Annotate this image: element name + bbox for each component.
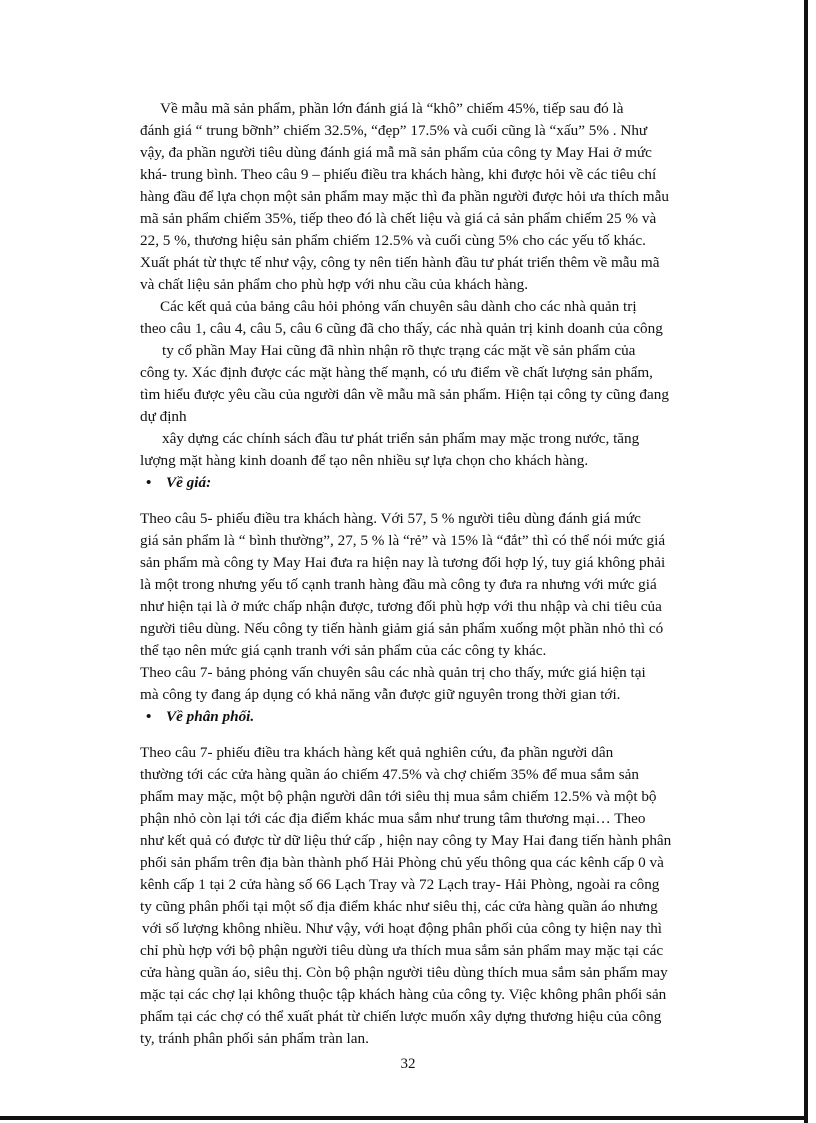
text-line: công ty. Xác định được các mặt hàng thế mạnh, có ưu điểm về chất lượng sản phẩm, xyxy=(140,364,653,381)
text-line: vậy, đa phần người tiêu dùng đánh giá mẫ mã sản phẩm của công ty May Hai ở mức xyxy=(140,144,652,161)
document-body xyxy=(140,98,720,1050)
page-number: 32 xyxy=(400,1056,416,1072)
text-line: ty cũng phân phối tại một số địa điểm khác như siêu thị, các cửa hàng quần áo nhưng xyxy=(140,898,658,915)
section-heading-distribution xyxy=(140,706,720,728)
paragraph-interview-results xyxy=(140,296,720,472)
text-line: dự định xyxy=(140,408,187,425)
text-line: giá sản phẩm là “ bình thường”, 27, 5 % là “rẻ” và 15% là “đắt” thì có thể nói mức giá xyxy=(140,532,666,549)
text-line: Theo câu 7- bảng phỏng vấn chuyên sâu các nhà quản trị cho thấy, mức giá hiện tại xyxy=(140,664,646,681)
text-line: Theo câu 7- phiếu điều tra khách hàng kết quả nghiên cứu, đa phần người dân xyxy=(140,744,614,761)
text-line: theo câu 1, câu 4, câu 5, câu 6 cũng đã cho thấy, các nhà quản trị kinh doanh của công xyxy=(140,320,663,337)
text-line: hàng đầu để lựa chọn một sản phẩm may mặc thì đa phần người được hỏi ưa thích mẫu xyxy=(140,188,669,205)
text-line: tìm hiểu được yêu cầu của người dân về mẫu mã sản phẩm. Hiện tại công ty cũng đang xyxy=(140,386,669,403)
text-line: chỉ phù hợp với bộ phận người tiêu dùng ưa thích mua sắm sản phẩm may mặc tại các xyxy=(140,942,664,959)
text-line: kênh cấp 1 tại 2 cửa hàng số 66 Lạch Tray và 72 Lạch tray- Hải Phòng, ngoài ra công xyxy=(140,876,660,893)
text-line: 22, 5 %, thương hiệu sản phẩm chiếm 12.5% và cuối cùng 5% cho các yếu tố khác. xyxy=(140,232,646,249)
paragraph-price-interview xyxy=(140,662,720,706)
text-line: như kết quả có được từ dữ liệu thứ cấp , hiện nay công ty May Hai đang tiến hành phân xyxy=(140,832,672,849)
text-line: khá- trung bình. Theo câu 9 – phiếu điều tra khách hàng, khi được hỏi về các tiêu chí xyxy=(140,166,657,183)
text-line: như hiện tại là ở mức chấp nhận được, tương đối phù hợp với thu nhập và chi tiêu của xyxy=(140,598,662,615)
text-line: thường tới các cửa hàng quần áo chiếm 47.5% và chợ chiếm 35% để mua sắm sản xyxy=(140,766,639,783)
text-line: Về mẫu mã sản phẩm, phần lớn đánh giá là “khô” chiếm 45%, tiếp sau đó là xyxy=(160,100,624,117)
text-line: và chất liệu sản phẩm cho phù hợp với nhu cầu của khách hàng. xyxy=(140,276,529,293)
text-line: mà công ty đang áp dụng có khả năng vẫn được giữ nguyên trong thời gian tới. xyxy=(140,686,621,703)
text-line: phận nhỏ còn lại tới các địa điểm khác mua sắm như trung tâm thương mại… Theo xyxy=(140,810,646,827)
text-line: cửa hàng quần áo, siêu thị. Còn bộ phận người tiêu dùng thích mua sắm sản phẩm may xyxy=(140,964,668,981)
text-line: thể tạo nên mức giá cạnh tranh với sản phẩm của các công ty khác. xyxy=(140,642,547,659)
text-line: phối sản phẩm trên địa bàn thành phố Hải Phòng chủ yếu thông qua các kênh cấp 0 và xyxy=(140,854,664,871)
text-line: phẩm may mặc, một bộ phận người dân tới siêu thị mua sắm chiếm 12.5% và một bộ xyxy=(140,788,657,805)
text-line: đánh giá “ trung bỡnh” chiếm 32.5%, “đẹp” 17.5% và cuối cũng là “xấu” 5% . Như xyxy=(140,122,648,139)
heading-text: Về phân phối. xyxy=(166,708,255,725)
heading-text: Về giá: xyxy=(166,474,212,491)
page-border-bottom xyxy=(0,1116,808,1120)
paragraph-distribution xyxy=(140,742,720,1050)
text-line: xây dựng các chính sách đầu tư phát triển sản phẩm may mặc trong nước, tăng xyxy=(162,430,640,447)
bullet-icon: • xyxy=(146,474,152,491)
text-line: ty, tránh phân phối sản phẩm tràn lan. xyxy=(140,1030,369,1047)
text-line: lượng mặt hàng kinh doanh để tạo nên nhiều sự lựa chọn cho khách hàng. xyxy=(140,452,589,469)
text-line: phẩm tại các chợ có thể xuất phát từ chiến lược muốn xây dựng thương hiệu của công xyxy=(140,1008,662,1025)
paragraph-price-survey xyxy=(140,508,720,662)
section-heading-price xyxy=(140,472,720,494)
text-line: mặc tại các chợ lại không thuộc tập khách hàng của công ty. Việc không phân phối sản xyxy=(140,986,667,1003)
page-border-right xyxy=(804,0,808,1123)
text-line: người tiêu dùng. Nếu công ty tiến hành giảm giá sản phẩm xuống một phần nhỏ thì có xyxy=(140,620,664,637)
text-line: ty cổ phần May Hai cũng đã nhìn nhận rõ thực trạng các mặt về sản phẩm của xyxy=(162,342,636,359)
text-line: Các kết quả của bảng câu hỏi phỏng vấn chuyên sâu dành cho các nhà quản trị xyxy=(160,298,637,315)
paragraph-product-design xyxy=(140,98,720,296)
text-line: là một trong nhưng yếu tố cạnh tranh hàng đầu mà công ty đưa ra nhưng với mức giá xyxy=(140,576,657,593)
text-line: mã sản phẩm chiếm 35%, tiếp theo đó là chết liệu và giá cả sản phẩm chiếm 25 % và xyxy=(140,210,657,227)
text-line: với số lượng không nhiều. Như vậy, với hoạt động phân phối của công ty hiện nay thì xyxy=(142,920,663,937)
bullet-icon: • xyxy=(146,708,152,725)
text-line: sản phẩm mà công ty May Hai đưa ra hiện nay là tương đối hợp lý, tuy giá không phải xyxy=(140,554,666,571)
text-line: Xuất phát từ thực tế như vậy, công ty nên tiến hành đầu tư phát triển thêm về mẫu mã xyxy=(140,254,660,271)
text-line: Theo câu 5- phiếu điều tra khách hàng. Với 57, 5 % người tiêu dùng đánh giá mức xyxy=(140,510,641,527)
